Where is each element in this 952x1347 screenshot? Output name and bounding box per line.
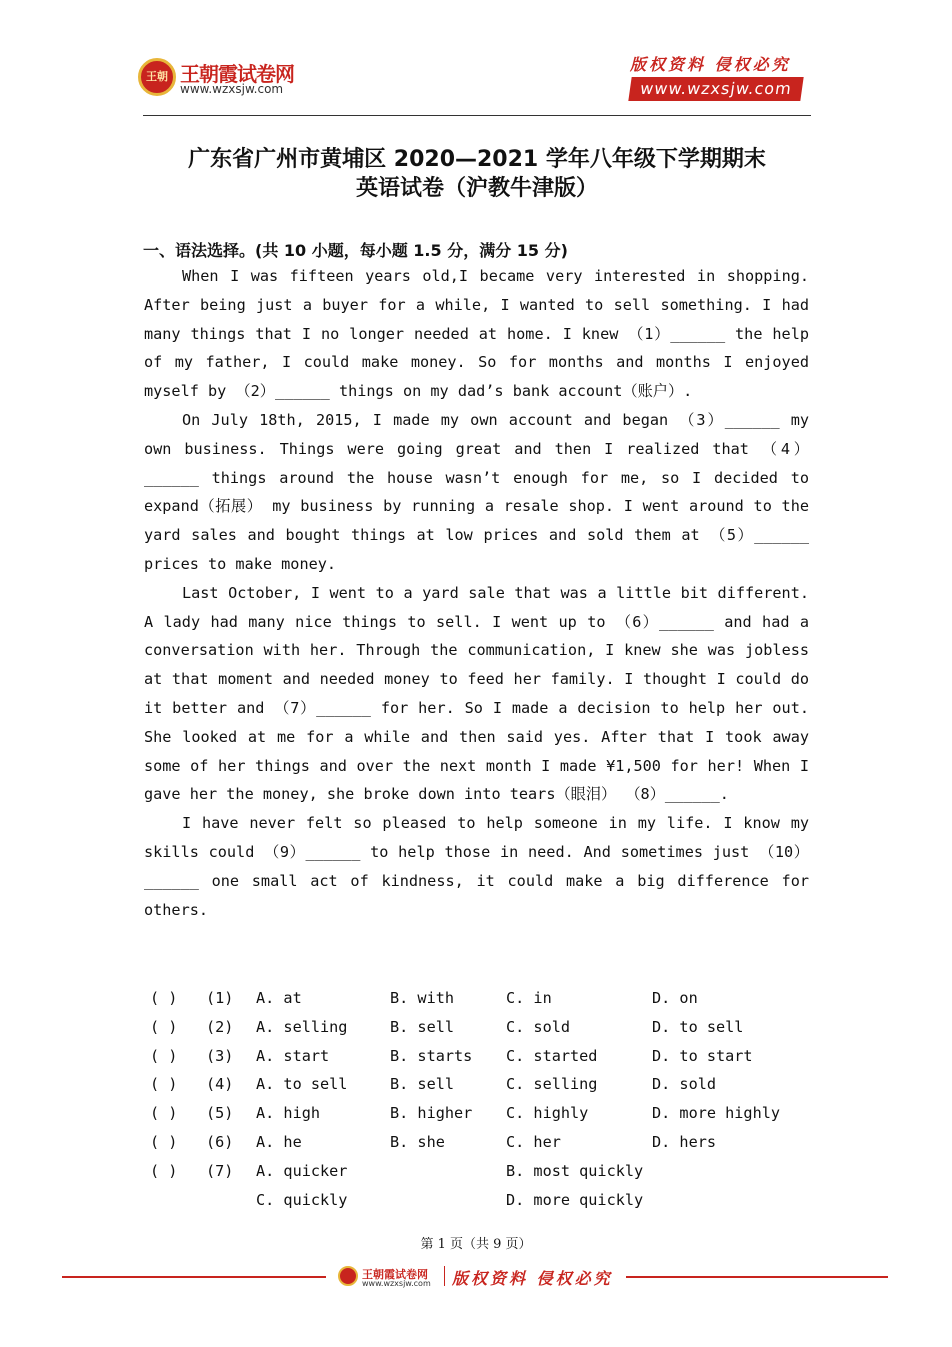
answer-blank[interactable]: ( ) <box>150 1017 178 1036</box>
option-c[interactable]: C. in <box>506 989 552 1007</box>
option-b[interactable]: B. sell <box>390 1017 455 1036</box>
option-b[interactable]: B. higher <box>390 1104 473 1123</box>
question-number: (2) <box>206 1017 234 1036</box>
option-b[interactable]: B. sell <box>390 1075 455 1094</box>
option-c[interactable]: C. quickly <box>256 1190 348 1209</box>
site-logo[interactable] <box>138 58 318 102</box>
logo-name: 王朝霞试卷网 <box>180 62 294 86</box>
option-b[interactable]: B. she <box>390 1132 445 1151</box>
option-c[interactable]: C. her <box>506 1132 561 1151</box>
question-number: (6) <box>206 1132 234 1151</box>
question-number: (3) <box>206 1046 234 1065</box>
question-number: (5) <box>206 1104 234 1123</box>
question-row <box>150 1042 815 1071</box>
passage-paragraph-2: On July 18th, 2015, I made my own account and began （3）______ my own business. Things were going great and then I realized that （4）______ things around the house wasn’t enough for me, so I decided to expand（拓展） my business by running a resale shop. I went around to the yard sales and bought things at low prices and sold them at （5）______ prices to make money. <box>144 410 809 573</box>
answer-blank[interactable]: ( ) <box>150 1075 178 1094</box>
section-heading: 一、语法选择。(共 10 小题，每小题 1.5 分，满分 15 分) <box>143 241 568 260</box>
answer-blank[interactable]: ( ) <box>150 1046 178 1065</box>
answer-blank[interactable]: ( ) <box>150 989 178 1007</box>
question-row <box>150 1013 815 1042</box>
question-number: (4) <box>206 1075 234 1094</box>
page-header <box>0 0 952 120</box>
question-number: (1) <box>206 989 234 1007</box>
option-d[interactable]: D. to sell <box>652 1017 744 1036</box>
option-b[interactable]: B. with <box>390 989 455 1007</box>
option-a[interactable]: A. he <box>256 1132 302 1151</box>
footer-slogan: 版权资料 侵权必究 <box>452 1269 613 1288</box>
footer-logo-name: 王朝霞试卷网 <box>362 1268 428 1281</box>
option-d[interactable]: D. sold <box>652 1075 717 1094</box>
footer-separator <box>444 1266 445 1286</box>
passage-paragraph-1: When I was fifteen years old,I became very interested in shopping. After being just a buyer for a while, I wanted to sell something. I had many things that I no longer needed at home. I knew （1）______ the help of my father, I could make money. So for months and months I enjoyed myself by （2）______ things on my dad’s bank account（账户）. <box>144 267 809 401</box>
question-row-continued <box>150 1186 815 1215</box>
logo-url: www.wzxsjw.com <box>180 82 284 96</box>
answer-blank[interactable]: ( ) <box>150 1132 178 1151</box>
option-c[interactable]: C. highly <box>506 1104 589 1123</box>
page-footer <box>0 1262 952 1292</box>
logo-badge-icon: 王朝 <box>138 58 176 96</box>
reading-passage <box>144 262 809 924</box>
copyright-slogan: 版权资料 侵权必究 <box>630 55 791 74</box>
exam-title-line1: 广东省广州市黄埔区 2020—2021 学年八年级下学期期末 <box>188 147 766 172</box>
header-divider <box>143 115 811 116</box>
option-a[interactable]: A. at <box>256 989 302 1007</box>
url-banner[interactable]: www.wzxsjw.com <box>628 77 803 101</box>
option-b[interactable]: B. starts <box>390 1046 473 1065</box>
option-a[interactable]: A. to sell <box>256 1075 348 1094</box>
passage-paragraph-3: Last October, I went to a yard sale that was a little bit different. A lady had many nice things to sell. I went up to （6）______ and had a conversation with her. Through the communication, I knew she was jobless at that moment and needed money to feed her family. I thought I could do it better and （7）______ for her. So I made a decision to help her out. She looked at me for a while and then said yes. After that I took away some of her things and over the next month I made ¥1,500 for her! When I gave her the money, she broke down into tears（眼泪） （8）______. <box>144 583 809 804</box>
question-row <box>150 1157 815 1186</box>
page-number: 第 1 页（共 9 页） <box>420 1237 532 1252</box>
footer-logo-badge-icon <box>338 1266 358 1286</box>
answer-blank[interactable]: ( ) <box>150 1104 178 1123</box>
option-d[interactable]: D. hers <box>652 1132 717 1151</box>
question-number: (7) <box>206 1161 234 1180</box>
answer-blank[interactable]: ( ) <box>150 1161 178 1180</box>
footer-logo-url: www.wzxsjw.com <box>362 1279 431 1288</box>
question-row <box>150 1128 815 1157</box>
question-row <box>150 1070 815 1099</box>
copyright-tag <box>630 52 802 101</box>
option-b[interactable]: B. most quickly <box>506 1161 644 1180</box>
option-a[interactable]: A. quicker <box>256 1161 348 1180</box>
option-d[interactable]: D. more highly <box>652 1104 781 1123</box>
footer-rule-right <box>626 1276 888 1278</box>
question-row <box>150 984 815 1013</box>
question-options <box>150 984 815 1214</box>
exam-title-line2: 英语试卷（沪教牛津版） <box>355 176 598 201</box>
option-a[interactable]: A. selling <box>256 1017 348 1036</box>
option-c[interactable]: C. selling <box>506 1075 598 1094</box>
passage-paragraph-4: I have never felt so pleased to help someone in my life. I know my skills could （9）______ to help those in need. And sometimes just （10）______ one small act of kindness, it could make a big difference for others. <box>144 814 809 919</box>
option-d[interactable]: D. on <box>652 989 698 1007</box>
option-a[interactable]: A. start <box>256 1046 330 1065</box>
option-d[interactable]: D. to start <box>652 1046 753 1065</box>
option-d[interactable]: D. more quickly <box>506 1190 644 1209</box>
exam-title <box>143 145 811 203</box>
footer-logo[interactable] <box>338 1266 448 1292</box>
question-row <box>150 1099 815 1128</box>
option-c[interactable]: C. started <box>506 1046 598 1065</box>
option-a[interactable]: A. high <box>256 1104 321 1123</box>
footer-rule-left <box>62 1276 326 1278</box>
option-c[interactable]: C. sold <box>506 1017 571 1036</box>
